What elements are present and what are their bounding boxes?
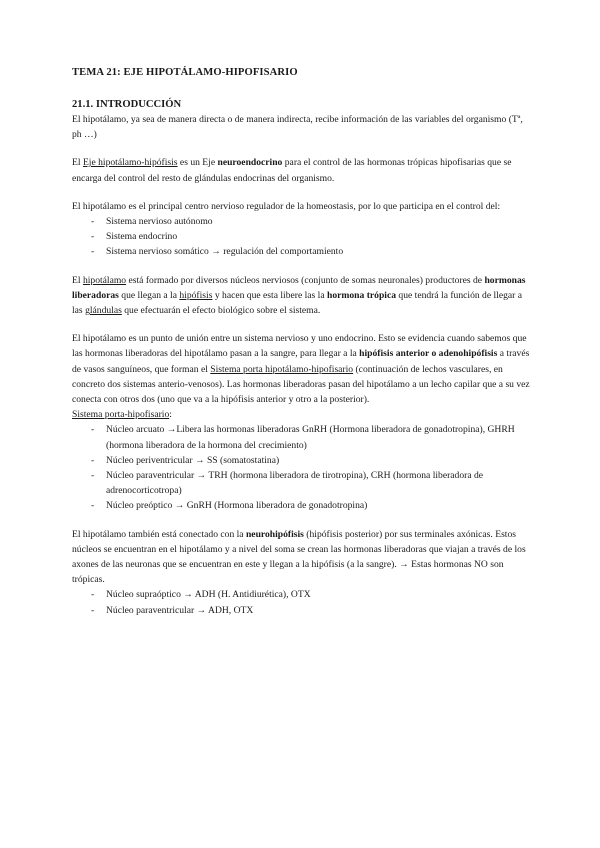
intro-paragraph: El hipotálamo, ya sea de manera directa o de manera indirecta, recibe información de las variables del organismo (Tª, ph …) — [72, 114, 523, 141]
section-heading: 21.1. INTRODUCCIÓN — [72, 99, 182, 110]
list-item: - Núcleo arcuato →Libera las hormonas liberadoras GnRH (Hormona liberadora de gonadotropina), GHRH (hormona liberadora de la hormona del crecimiento) — [72, 422, 532, 452]
nucleos-paragraph: El hipotálamo está formado por diversos núcleos nerviosos (conjunto de somas neuronales) productores de hormonas liberadoras que llegan a la hipófisis y hacen que esta libere las la hormona trópica que tendrá la función de llegar a las glándulas que efectuarán el efecto biológico sobre el sistema. — [72, 274, 526, 317]
adenohipofisis-term: hipófisis anterior o adenohipófisis — [359, 348, 498, 360]
list-item: - Núcleo paraventricular → TRH (hormona liberadora de tirotropina), CRH (hormona liberadora de adrenocorticotropa) — [72, 468, 532, 498]
neurohipofisis-paragraph: El hipotálamo también está conectado con la neurohipófisis (hipófisis posterior) por sus terminales axónicas. Estos núcleos se encuentran en el hipotálamo y a nivel del soma se crean las hormonas liberadoras que viajan a través de los axones de las neuronas que se encuentran en este y llegan a la hipófisis (a la sangre). → Estas hormonas NO son trópicas. — [72, 528, 526, 586]
homeostasis-paragraph: El hipotálamo es el principal centro nervioso regulador de la homeostasis, por lo que participa en el control del: — [72, 200, 501, 212]
list-item: - Sistema nervioso somático → regulación del comportamiento — [72, 244, 532, 259]
porta-heading: Sistema porta-hipofisario: — [72, 409, 172, 421]
control-list — [72, 214, 532, 260]
neurohipofisis-term: neurohipófisis — [245, 528, 304, 540]
document-page — [72, 66, 532, 618]
list-item: - Núcleo paraventricular → ADH, OTX — [72, 603, 532, 618]
list-item: - Núcleo preóptico → GnRH (Hormona liberadora de gonadotropina) — [72, 498, 532, 513]
neurohipofisis-list — [72, 587, 532, 617]
sistema-porta-term: Sistema porta hipotálamo-hipofisario — [210, 363, 354, 375]
hormona-tropica-term: hormona trópica — [326, 289, 397, 301]
list-item: - Núcleo periventricular → SS (somatostatina) — [72, 453, 532, 468]
hipofisis-term: hipófisis — [179, 289, 213, 301]
hormonas-liberadoras-term: hormonas liberadoras — [72, 274, 526, 301]
neuroendocrino-term: neuroendocrino — [217, 157, 283, 169]
hipotalamo-term: hipotálamo — [82, 274, 127, 286]
union-paragraph: El hipotálamo es un punto de unión entre un sistema nervioso y uno endocrino. Esto se evidencia cuando sabemos que las hormonas liberadoras del hipotálamo pasan a la sangre, para llegar a la hipófisis anterior o adenohipófisis a través de vasos sanguíneos, que forman el Sistema porta hipotálamo-hipofisario (continuación de lechos vasculares, en concreto dos sistemas anterio-venosos). Las hormonas liberadoras pasan del hipotálamo a un lecho capilar que a su vez conecta con otros dos (uno que va a la hipófisis anterior y otro a la posterior). — [72, 333, 530, 406]
list-item: - Sistema endocrino — [72, 229, 532, 244]
nucleos-list — [72, 422, 532, 513]
list-item: - Sistema nervioso autónomo — [72, 214, 532, 229]
eje-term: Eje hipotálamo-hipófisis — [82, 157, 178, 169]
list-item: - Núcleo supraóptico → ADH (H. Antidiurética), OTX — [72, 587, 532, 602]
glandulas-term: glándulas — [85, 305, 122, 317]
page-title: TEMA 21: EJE HIPOTÁLAMO-HIPOFISARIO — [72, 67, 298, 78]
eje-paragraph: El Eje hipotálamo-hipófisis es un Eje neuroendocrino para el control de las hormonas trópicas hipofisarias que se encarga del control del resto de glándulas endocrinas del organismo. — [72, 157, 512, 184]
